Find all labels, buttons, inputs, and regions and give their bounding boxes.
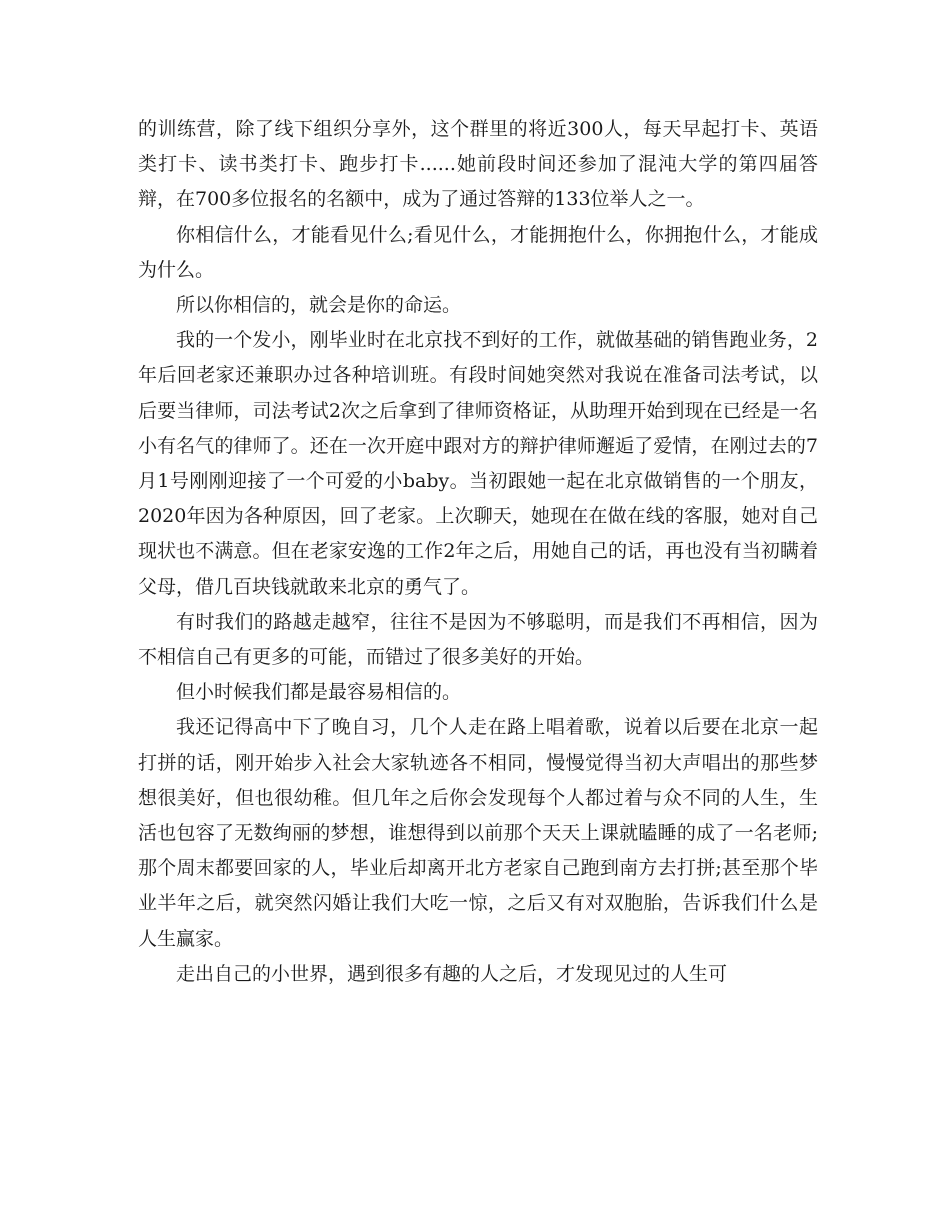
paragraph: 但小时候我们都是最容易相信的。 (176, 681, 462, 704)
paragraph: 有时我们的路越走越窄，往往不是因为不够聪明，而是我们不再相信，因为不相信自己有更多的可能，而错过了很多美好的开始。 (138, 610, 818, 669)
paragraph: 我还记得高中下了晚自习，几个人走在路上唱着歌，说着以后要在北京一起打拼的话，刚开始步入社会大家轨迹各不相同，慢慢觉得当初大声唱出的那些梦想很美好，但也很幼稚。但几年之后你会发现每个人都过着与众不同的人生，生活也包容了无数绚丽的梦想，谁想得到以前那个天天上课就瞌睡的成了一名老师;那个周末都要回家的人，毕业后却离开北方老家自己跑到南方去打拼;甚至那个毕业半年之后，就突然闪婚让我们大吃一惊，之后又有对双胞胎，告诉我们什么是人生赢家。 (138, 716, 818, 950)
paragraph: 我的一个发小，刚毕业时在北京找不到好的工作，就做基础的销售跑业务，2年后回老家还兼职办过各种培训班。有段时间她突然对我说在准备司法考试，以后要当律师，司法考试2次之后拿到了律师资格证，从助理开始到现在已经是一名小有名气的律师了。还在一次开庭中跟对方的辩护律师邂逅了爱情，在刚过去的7月1号刚刚迎接了一个可爱的小baby。当初跟她一起在北京做销售的一个朋友，2020年因为各种原因，回了老家。上次聊天，她现在在做在线的客服，她对自己现状也不满意。但在老家安逸的工作2年之后，用她自己的话，再也没有当初瞒着父母，借几百块钱就敢来北京的勇气了。 (138, 329, 818, 598)
document-page (138, 112, 818, 992)
paragraph: 你相信什么，才能看见什么;看见什么，才能拥抱什么，你拥抱什么，才能成为什么。 (138, 223, 818, 281)
paragraph: 走出自己的小世界，遇到很多有趣的人之后，才发现见过的人生可 (176, 962, 728, 985)
paragraph: 所以你相信的，就会是你的命运。 (176, 294, 462, 317)
paragraph-continued: 的训练营，除了线下组织分享外，这个群里的将近300人，每天早起打卡、英语类打卡、读书类打卡、跑步打卡......她前段时间还参加了混沌大学的第四届答辩，在700多位报名的名额中，成为了通过答辩的133位举人之一。 (138, 118, 818, 211)
